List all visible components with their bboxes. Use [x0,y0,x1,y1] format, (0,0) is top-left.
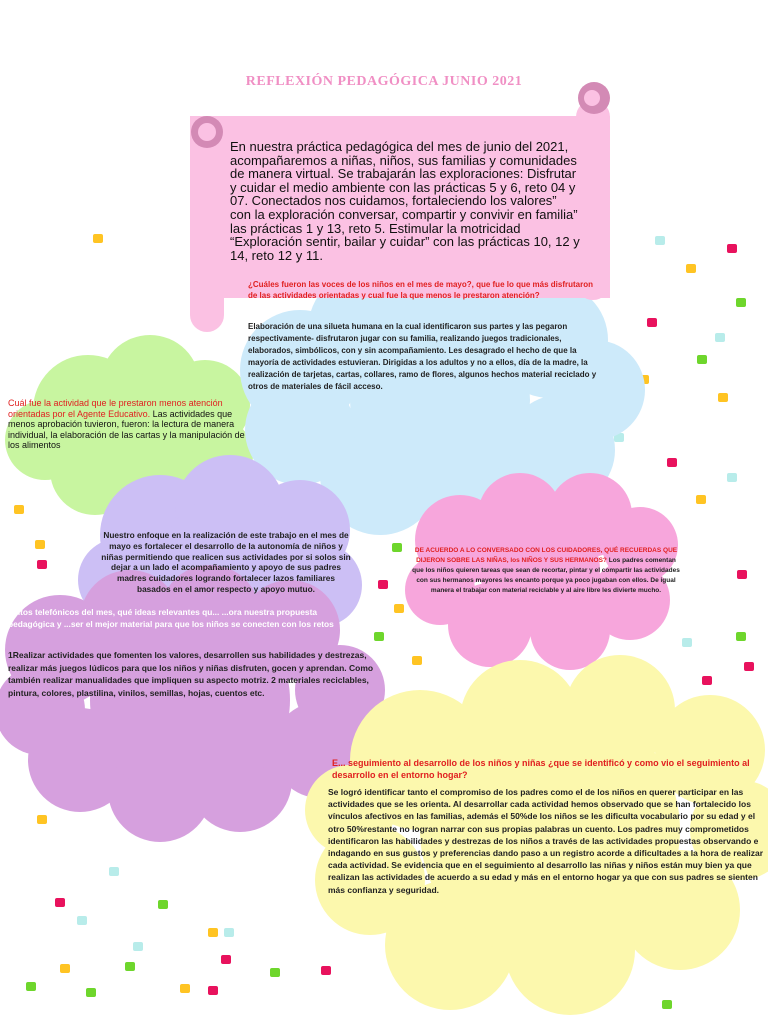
page-title: REFLEXIÓN PEDAGÓGICA JUNIO 2021 [245,74,523,89]
yellow-cloud-answer: Se logró identificar tanto el compromiso de los padres como el de los niños en querer participar en las actividades que se les orienta. Al desarrollar cada actividad hemos observado que se han fortalecido los vínculos afectivos en las familias, además el 50%de los niños se les dificulta vocabulario por su edad y el otro 50%restante no logran narrar con sus propias palabras un cuento. Los padres muy comprometidos identificaron las habilidades y destrezas de los niños a través de las actividades propuestas observando e indagando en sus gustos y preferencias dando paso a un registro acorde a dificultades a la hora de realizar cada actividad. Se evidencia que en el seguimiento al desarrollo las niñas y niños están muy bien ya que realizan las actividades de acuerdo a su edad y más en el entorno hogar ya que con sus padres se sienten más confianza y seguridad. [328,787,764,895]
purple-cloud-text: Nuestro enfoque en la realización de este trabajo en el mes de mayo es fortalecer el desarrollo de la autonomía de niños y niñas permitiendo que realicen sus actividades por si solos sin dejar a un lado el acompañamiento y apoyo de sus padres madres cuidadores logrando fortalecer lazos familiares basados en el amor respecto y apoyo mutuo. [101,530,351,594]
blue-cloud-answer: Elaboración de una silueta humana en la cual identificaron sus partes y las pegaron respectivamente- disfrutaron jugar con su familia, realizando juegos tradicionales, elaborados, simbólicos, con y sin acompañamiento. Les desagrado el hecho de que la mayoría de actividades estuvieran. Dirigidas a los adultos y no a ellos, día de la madre, la realización de tarjetas, cartas, collares, ramo de flores, algunos hechos material reciclado y otros de materiales de fácil acceso. [248,322,597,391]
scroll-intro-text: En nuestra práctica pedagógica del mes de junio del 2021, acompañaremos a niñas, niños, sus familias y comunidades de manera virtual. Se trabajarán las exploraciones: Disfrutar y cuidar el medio ambiente con las prácticas 5 y 6, reto 04 y 07. Conectados nos cuidamos, fortaleciendo los valores” con la exploración conversar, compartir y convivir en familia” las prácticas 1 y 13, reto 5. Estimular la motricidad “Exploración sentir, bailar y cuidar” con las prácticas 10, 12 y 14, reto 12 y 11. [230,139,580,263]
green-cloud-question: Cuál fue la actividad que le prestaron menos atención orientadas por el Agente Educativo. [8,398,223,419]
yellow-cloud-question: E... seguimiento al desarrollo de los niños y niñas ¿que se identificó y como vio el seguimiento al desarrollo en el entorno hogar? [332,758,750,780]
green-cloud-answer: Las actividades que menos aprobación tuvieron, fueron: la lectura de manera individual, la elaboración de las cartas y la manipulación de los alimentos [8,408,245,450]
green-cloud-text [8,398,248,451]
blue-cloud-question: ¿Cuáles fueron las voces de los niños en el mes de mayo?, que fue lo que más disfrutaron de las actividades orientadas y cual fue la que menos le prestaron atención? [248,280,593,300]
violet-cloud-question: ...ntos telefónicos del mes, qué ideas relevantes qu... ...ora nuestra propuesta pedagógica y ...ser el mejor material para que los niños se conecten con los retos [8,607,334,629]
pink-cloud-text [412,546,680,596]
pink-cloud-answer: Los padres comentan que los niños quieren tareas que sean de recortar, pintar y el compartir las actividades con sus hermanos mayores les encanto porque ya poco jugaban con ellos. De igual manera el trabajar con material reciclable y al aire libre les divierte mucho. [412,557,680,594]
pink-cloud-question: DE ACUERDO A LO CONVERSADO CON LOS CUIDADORES, QUÉ RECUERDAS QUE DIJERON SOBRE LAS NIÑAS, los NIÑOS Y SUS HERMANOS? [414,547,678,564]
violet-cloud-answer: 1Realizar actividades que fomenten los valores, desarrollen sus habilidades y destrezas, realizar más juegos lúdicos para que los niños y niñas disfruten, gocen y aprendan. Como también realizar manualidades que impliquen su aspecto motriz. 2 materiales reciclables, pintura, colores, plastilina, vinilos, semillas, hojas, cuentos etc. [8,650,374,698]
